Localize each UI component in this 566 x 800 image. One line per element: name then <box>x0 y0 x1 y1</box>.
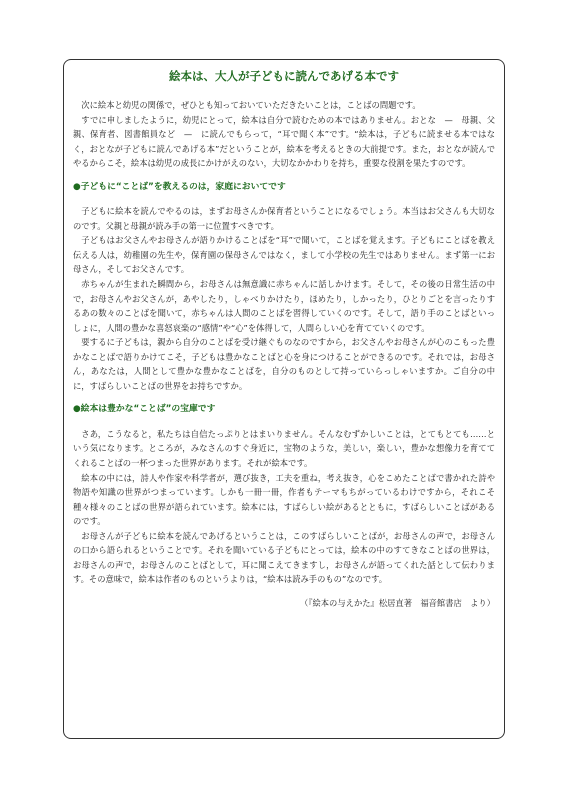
section1-paragraph: 要するに子どもは，親から自分のことばを受け継ぐものなのですから，お父さんやお母さんが心のこもった豊かなことばで語りかけてこそ，子どもは豊かなことばと心を身につけることができるのです。それでは，お母さん，あなたは，人間として豊かな豊かなことばを，自分のものとして持っていらっしゃいますか。ご自分の中に，すばらしいことばの世界をお持ちですか。 <box>73 337 495 391</box>
section2-paragraph: さあ，こうなると，私たちは自信たっぷりとはまいりません。そんなむずかしいことは，とてもとても……という気になります。ところが，みなさんのすぐ身近に，宝物のような，美しい，楽しい，豊かな想像力を育ててくれることばの一杯つまった世界があります。それが絵本です。 <box>73 428 495 469</box>
section2-paragraph: 絵本の中には，詩人や作家や科学者が，選び抜き，工夫を重ね，考え抜き，心をこめたことばで書かれた詩や物語や知識の世界がつまっています。しかも一冊一冊，作者もテーマもちがっているわけですから，それこそ種々様々のことばの世界が語られています。絵本には，すばらしい絵があるとともに，すばらしいことばがあるのです。 <box>73 472 495 527</box>
source-credit: （『絵本の与えかた』松居直著 福音館書店 より） <box>300 597 495 608</box>
section1-paragraph: 子どもに絵本を読んでやるのは，まずお母さんか保育者ということになるでしょう。本当はお父さんも大切なのです。父親と母親が読み手の第一に位置すべきです。 <box>73 206 495 231</box>
page-title: 絵本は、大人が子どもに読んであげる本です <box>169 69 399 83</box>
section-heading-treasure-of-words: ●絵本は豊かな“ことば”の宝庫です <box>73 404 216 415</box>
document-body <box>73 98 495 611</box>
section1-paragraph: 子どもはお父さんやお母さんが語りかけることばを“耳”で聞いて，ことばを覚えます。子どもにことばを教え伝える人は，幼稚園の先生や，保育園の保母さんではなく，まして小学校の先生ではありません。まず第一にお母さん，そしてお父さんです。 <box>73 235 495 275</box>
intro-paragraph: 次に絵本と幼児の関係で，ぜひとも知っておいていただきたいことは，ことばの問題です。 <box>81 100 421 110</box>
section-heading-family-language: ●子どもに“ことば”を教えるのは，家庭においてです <box>73 181 286 192</box>
section2-paragraph: お母さんが子どもに絵本を読んであげるということは，このすばらしいことばが，お母さんの声で，お母さんの口から語られるということです。それを聞いている子どもにとっては，絵本の中のすてきなことばの世界は，お母さんの声で，お母さんのことばとして，耳に聞こえてきますし，お母さんが語ってくれた話として伝わります。その意味で，絵本は作者のものというよりは，“絵本は読み手のもの”なのです。 <box>73 530 495 585</box>
document-frame <box>63 59 505 739</box>
section1-paragraph: 赤ちゃんが生まれた瞬間から，お母さんは無意識に赤ちゃんに話しかけます。そして，その後の日常生活の中で，お母さんやお父さんが，あやしたり，しゃべりかけたり，ほめたり，しかったり，ひとりごとを言ったりするあの数々のことばを聞いて，赤ちゃんは人間のことばを習得していくのです。そして，語り手のことばといっしょに，人間の豊かな喜怒哀楽の“感情”や“心”を体得して，人間らしい心を育てていくのです。 <box>73 279 495 333</box>
intro-paragraph: すでに申しましたように，幼児にとって，絵本は自分で読むための本ではありません。おとな — 母親、父親、保育者、図書館員など — に読んでもらって，“耳で聞く本”です。“絵本は，子どもに読ませる本ではなく，おとなが子どもに読んであげる本”だということが，絵本を考えるときの大前提です。また，おとなが読んでやるからこそ，絵本は幼児の成長にかけがえのない，大切なかかわりを持ち，重要な役割を果たすのです。 <box>73 114 495 169</box>
